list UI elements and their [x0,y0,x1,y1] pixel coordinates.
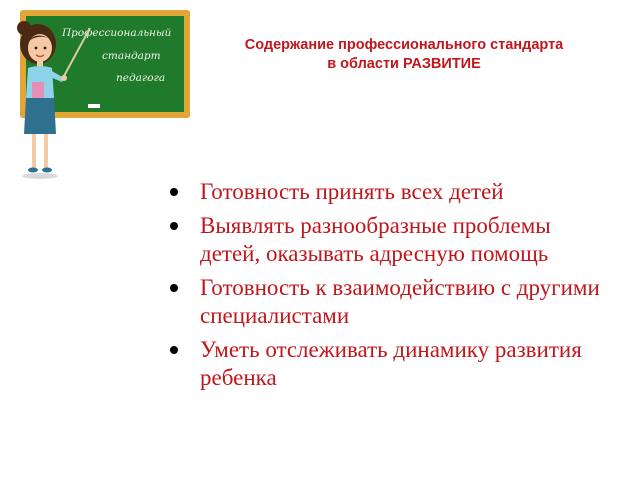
bullet-text: Уметь отслеживать динамику развития ребенка [200,337,582,390]
board-text-line1: Профессиональный [62,27,172,39]
slide-title [196,36,612,74]
bullet-item [166,212,606,268]
bullet-item [166,336,606,392]
bullet-dot-icon [170,346,178,354]
bullet-dot-icon [170,188,178,196]
bullet-dot-icon [170,222,178,230]
chalk-piece [88,104,100,108]
bullet-dot-icon [170,284,178,292]
board-text-line3: педагога [116,72,166,84]
slide-title-line2: в области РАЗВИТИЕ [327,56,481,72]
bullet-text: Выявлять разнообразные проблемы детей, оказывать адресную помощь [200,213,551,266]
bullet-text: Готовность принять всех детей [200,179,504,204]
bullet-text: Готовность к взаимодействию с другими специалистами [200,275,600,328]
bullet-item [166,274,606,330]
bullet-list [166,178,606,398]
board-text-line2: стандарт [102,50,161,62]
slide-title-line1: Содержание профессионального стандарта [244,37,564,53]
teacher-illustration [6,6,196,184]
bullet-item [166,178,606,206]
